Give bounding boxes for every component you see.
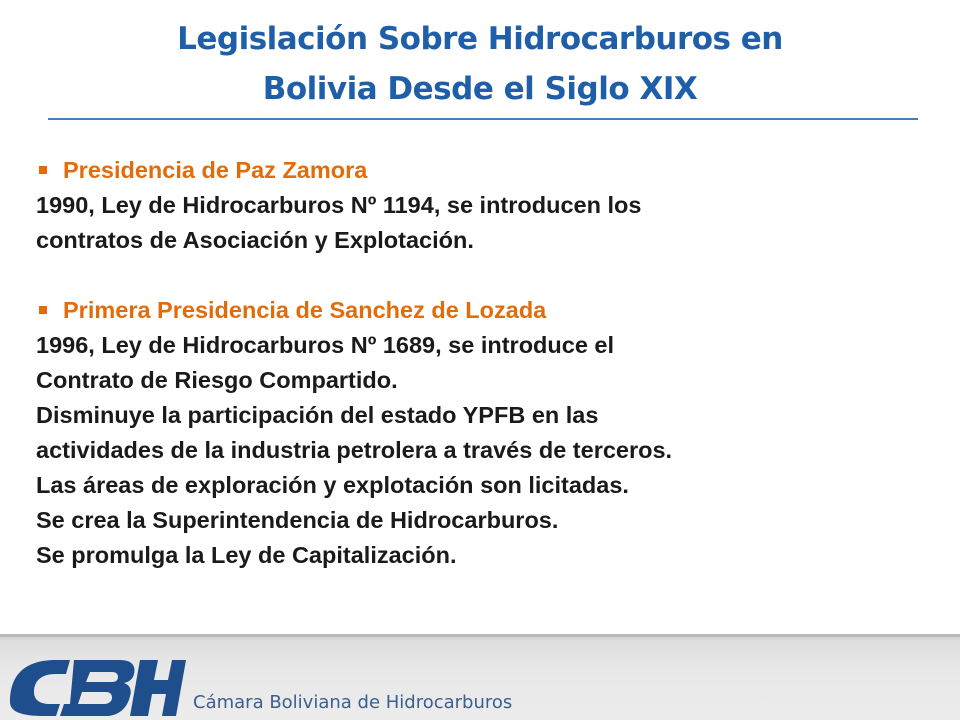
- footer-divider: [0, 634, 960, 637]
- body-line: 1990, Ley de Hidrocarburos Nº 1194, se introducen los: [36, 192, 642, 218]
- section-heading-text: Primera Presidencia de Sanchez de Lozada: [63, 297, 547, 323]
- body-line: Se crea la Superintendencia de Hidrocarburos.: [36, 507, 559, 533]
- slide-title-line-1: Legislación Sobre Hidrocarburos en: [177, 21, 783, 57]
- organization-name: Cámara Boliviana de Hidrocarburos: [193, 692, 513, 713]
- cbh-logo-icon: [8, 652, 186, 716]
- slide-title-line-2: Bolivia Desde el Siglo XIX: [262, 71, 698, 107]
- square-bullet-icon: [39, 306, 47, 314]
- body-line: 1996, Ley de Hidrocarburos Nº 1689, se introduce el: [36, 332, 615, 358]
- body-line: Las áreas de exploración y explotación son licitadas.: [36, 472, 629, 498]
- title-divider: [48, 118, 918, 120]
- section-spacer: [36, 258, 936, 293]
- body-line: Se promulga la Ley de Capitalización.: [36, 542, 457, 568]
- body-line: Disminuye la participación del estado YPFB en las: [36, 402, 599, 428]
- slide-body: [36, 153, 936, 573]
- section-heading: [36, 293, 936, 328]
- section-heading: [36, 153, 936, 188]
- square-bullet-icon: [39, 166, 47, 174]
- body-line: Contrato de Riesgo Compartido.: [36, 367, 398, 393]
- body-line: contratos de Asociación y Explotación.: [36, 227, 474, 253]
- slide-title: [0, 14, 960, 114]
- section-sanchez-de-lozada: [36, 293, 936, 573]
- section-heading-text: Presidencia de Paz Zamora: [63, 157, 368, 183]
- footer-bar: [0, 634, 960, 720]
- body-line: actividades de la industria petrolera a través de terceros.: [36, 437, 673, 463]
- section-paz-zamora: [36, 153, 936, 258]
